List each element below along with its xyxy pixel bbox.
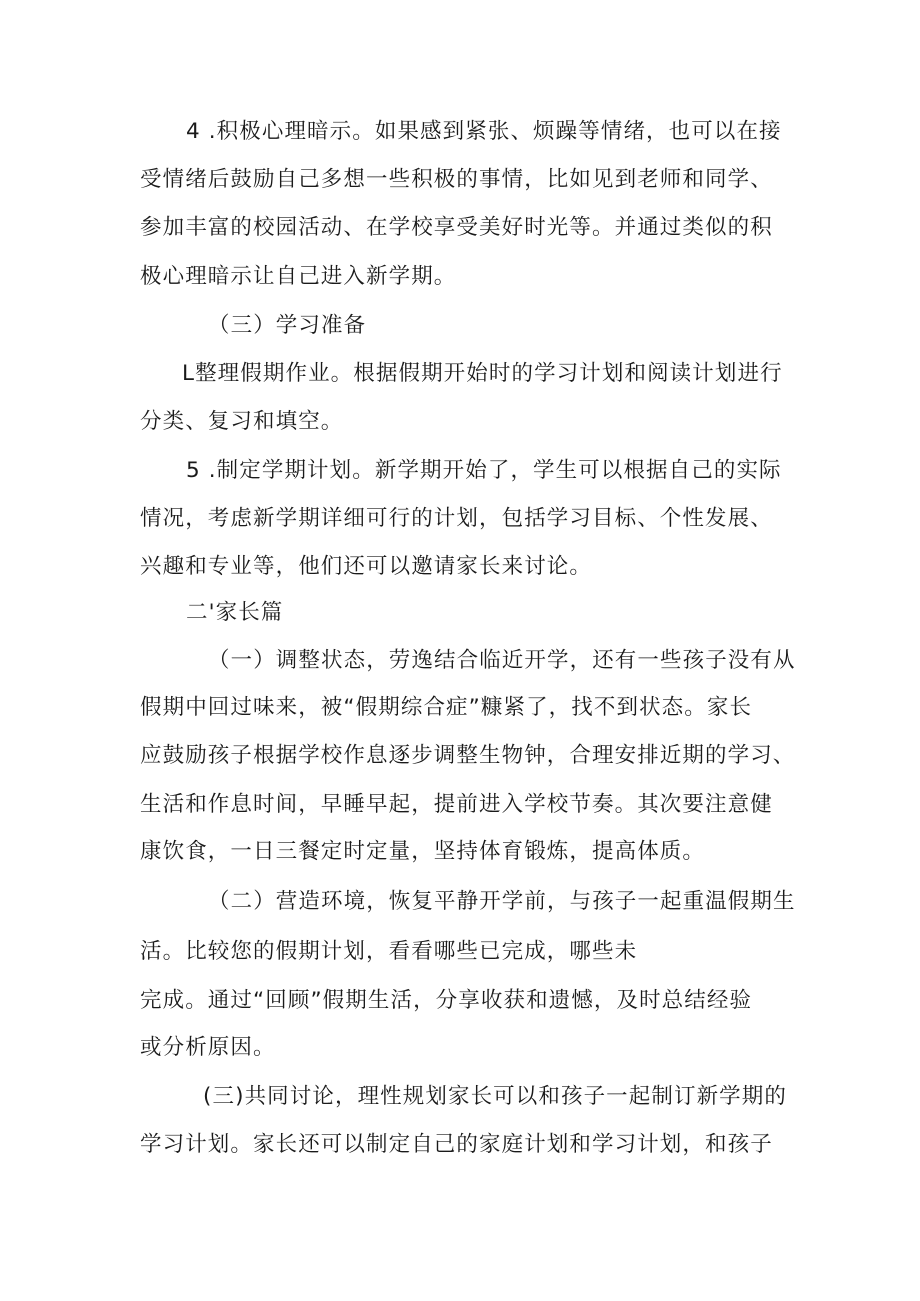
text-line: 情况，考虑新学期详细可行的计划，包括学习目标、个性发展、 bbox=[140, 506, 773, 531]
text-line: （二）营造环境，恢复平静开学前，与孩子一起重温假期生 bbox=[208, 889, 796, 914]
text-line: (三)共同讨论，理性规划家长可以和孩子一起制订新学期的 bbox=[203, 1084, 787, 1109]
text-line: 分类、复习和填空。 bbox=[140, 409, 344, 434]
text-line: 学习计划。家长还可以制定自己的家庭计划和学习计划，和孩子 bbox=[140, 1132, 773, 1157]
text-line: 康饮食，一日三餐定时定量，坚持体育锻炼，提高体质。 bbox=[140, 839, 706, 864]
text-line: 假期中回过味来，被“假期综合症”糠紧了，找不到状态。家长 bbox=[140, 695, 753, 720]
text-line: 极心理暗示让自己进入新学期。 bbox=[140, 264, 457, 289]
text-line: 5 .制定学期计划。新学期开始了，学生可以根据自己的实际 bbox=[186, 458, 782, 483]
text-line: （一）调整状态，劳逸结合临近开学，还有一些孩子没有从 bbox=[208, 648, 796, 673]
text-line: 应鼓励孩子根据学校作息逐步调整生物钟，合理安排近期的学习、 bbox=[140, 743, 796, 768]
text-line: L整理假期作业。根据假期开始时的学习计划和阅读计划进行 bbox=[182, 361, 783, 386]
text-line: 活。比较您的假期计划，看看哪些已完成，哪些未 bbox=[140, 939, 638, 964]
section-heading: 二'家长篇 bbox=[186, 600, 284, 625]
text-line: 4 .积极心理暗示。如果感到紧张、烦躁等情绪，也可以在接 bbox=[186, 119, 782, 144]
text-line: 生活和作息时间，早睡早起，提前进入学校节奏。其次要注意健 bbox=[140, 792, 773, 817]
text-line: 参加丰富的校园活动、在学校享受美好时光等。并通过类似的积 bbox=[140, 215, 773, 240]
section-heading: （三）学习准备 bbox=[208, 313, 367, 338]
text-line: 或分析原因。 bbox=[140, 1035, 276, 1060]
text-line: 完成。通过“回顾”假期生活，分享收获和遗憾，及时总结经验 bbox=[140, 988, 753, 1013]
text-line: 兴趣和专业等，他们还可以邀请家长来讨论。 bbox=[140, 554, 593, 579]
text-line: 受情绪后鼓励自己多想一些积极的事情，比如见到老师和同学、 bbox=[140, 167, 773, 192]
